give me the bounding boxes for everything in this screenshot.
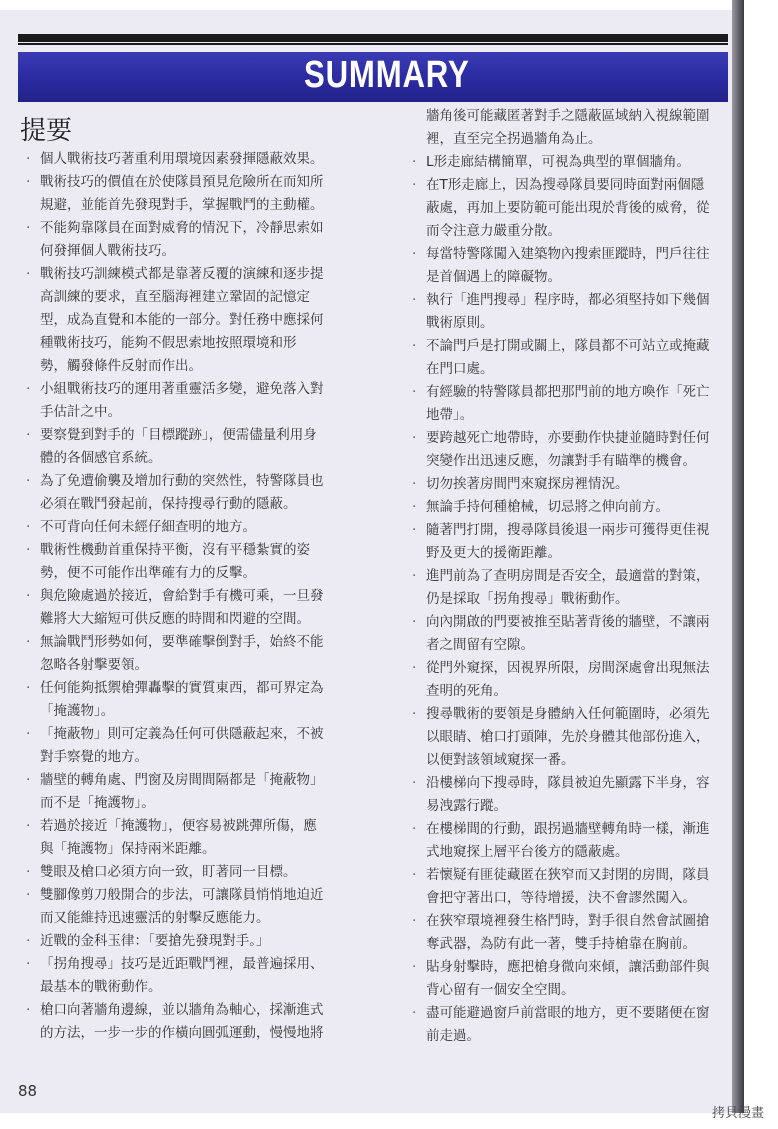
bullet-item: · 在T形走廊上，因為搜尋隊員要同時面對兩個隱 蔽處，再加上要防範可能出現於背後的威脅，從 而令注意力嚴重分散。 — [412, 174, 734, 243]
bullet-item: · 戰術性機動首重保持平衡，沒有平穩紮實的姿 勢，便不可能作出準確有力的反擊。 — [26, 539, 371, 585]
bullet-item: · 牆壁的轉角處、門窗及房間間隔都是「掩蔽物」 而不是「掩護物」。 — [26, 769, 371, 815]
bullet-item: · 沿樓梯向下搜尋時，隊員被迫先顯露下半身，容 易洩露行蹤。 — [412, 772, 734, 818]
bullet-item: · 進門前為了查明房間是否安全，最適當的對策， 仍是採取「拐角搜尋」戰術動作。 — [412, 565, 734, 611]
bullet-item: · 近戰的金科玉律：「要搶先發現對手。」 — [26, 930, 371, 953]
bullet-item: · 不論門戶是打開或關上，隊員都不可站立或掩藏 在門口處。 — [412, 335, 734, 381]
top-rule-thin — [18, 43, 728, 45]
bullet-item: 牆角後可能藏匿著對手之隱蔽區域納入視線範圍 裡，直至完全拐過牆角為止。 — [426, 108, 710, 147]
bullet-item: · 雙眼及槍口必須方向一致，盯著同一目標。 — [26, 861, 371, 884]
bullet-item: · 要跨越死亡地帶時，亦要動作快捷並隨時對任何 突變作出迅速反應，勿讓對手有瞄準的機會。 — [412, 427, 734, 473]
bullet-item: · 搜尋戰術的要領是身體納入任何範圍時，必須先 以眼睛、槍口打頭陣，先於身體其他部份進入， 以便對該領域窺探一番。 — [412, 703, 734, 772]
bullet-item: · 無論手持何種槍械，切忌將之伸向前方。 — [412, 496, 734, 519]
bullet-item: · 戰術技巧訓練模式都是靠著反覆的演練和逐步提 高訓練的要求，直至腦海裡建立鞏固的記憶定 型，成為直覺和本能的一部分。對任務中應採何 種戰術技巧，能夠不假思索地按照環境和形 勢，觸發條件反射而作出。 — [26, 263, 371, 378]
bullet-item: · 若懷疑有匪徒藏匿在狹窄而又封閉的房間，隊員 會把守著出口，等待增援，決不會謬然闖入。 — [412, 864, 734, 910]
bullet-item: · 任何能夠抵禦槍彈轟擊的實質東西，都可界定為 「掩護物」。 — [26, 677, 371, 723]
bullet-item: · 從門外窺探，因視界所限，房間深處會出現無法 查明的死角。 — [412, 657, 734, 703]
bullet-item: · 個人戰術技巧著重利用環境因素發揮隱蔽效果。 — [26, 148, 371, 171]
bullet-item: · 「掩蔽物」則可定義為任何可供隱蔽起來，不被 對手察覺的地方。 — [26, 723, 371, 769]
page-number: 88 — [18, 1082, 38, 1100]
bullet-item: · 若過於接近「掩護物」，便容易被跳彈所傷，應 與「掩護物」保持兩米距離。 — [26, 815, 371, 861]
bullet-item: · 在狹窄環境裡發生格鬥時，對手很自然會試圖搶 奪武器，為防有此一著，雙手持槍靠在胸前。 — [412, 910, 734, 956]
bullet-item: · 每當特警隊闖入建築物內搜索匪蹤時，門戶往往 是首個遇上的障礙物。 — [412, 243, 734, 289]
bullet-item: · 不能夠靠隊員在面對威脅的情況下，冷靜思索如 何發揮個人戰術技巧。 — [26, 217, 371, 263]
summary-banner — [18, 52, 728, 102]
bullet-item: · 要察覺到對手的「目標蹤跡」，便需儘量利用身 體的各個感官系統。 — [26, 424, 371, 470]
book-spine-shadow — [732, 0, 744, 1113]
bullet-item: · 隨著門打開，搜尋隊員後退一兩步可獲得更佳視 野及更大的援衛距離。 — [412, 519, 734, 565]
book-page — [0, 10, 740, 1113]
bullet-item: · L形走廊結構簡單，可視為典型的單個牆角。 — [412, 151, 734, 174]
bullet-item: · 有經驗的特警隊員都把那門前的地方喚作「死亡 地帶」。 — [412, 381, 734, 427]
bullet-item: · 雙腳像剪刀般開合的步法，可讓隊員悄悄地迫近 而又能維持迅速靈活的射擊反應能力。 — [26, 884, 371, 930]
top-rule-thick — [18, 34, 728, 42]
bullet-item: · 與危險處過於接近，會給對手有機可乘，一旦發 難將大大縮短可供反應的時間和閃避的空間。 — [26, 585, 371, 631]
bullet-item: · 不可背向任何未經仔細查明的地方。 — [26, 516, 371, 539]
bullet-item: · 在樓梯間的行動，跟拐過牆壁轉角時一樣，漸進 式地窺探上層平台後方的隱蔽處。 — [412, 818, 734, 864]
bullet-item: · 為了免遭偷襲及增加行動的突然性，特警隊員也 必須在戰鬥發起前，保持搜尋行動的隱蔽。 — [26, 470, 371, 516]
watermark-text: 拷貝漫畫 — [712, 1106, 765, 1121]
bullet-item: · 戰術技巧的價值在於使隊員預見危險所在而知所 規避，並能首先發現對手，掌握戰鬥的主動權。 — [26, 171, 371, 217]
bullet-item: · 向內開啟的門要被推至貼著背後的牆壁，不讓兩 者之間留有空隙。 — [412, 611, 734, 657]
bullet-item: · 無論戰鬥形勢如何，要準確擊倒對手，始終不能 忽略各射擊要領。 — [26, 631, 371, 677]
bullet-item: · 執行「進門搜尋」程序時，都必須堅持如下幾個 戰術原則。 — [412, 289, 734, 335]
section-heading: 提要 — [20, 116, 73, 146]
right-column — [412, 105, 734, 1048]
bullet-item: · 槍口向著牆角邊線，並以牆角為軸心，採漸進式 的方法，一步一步的作橫向圓弧運動，慢慢地將 — [26, 999, 371, 1045]
bullet-item: · 切勿挨著房間門來窺探房裡情況。 — [412, 473, 734, 496]
bullet-item: · 小組戰術技巧的運用著重靈活多變，避免落入對 手估計之中。 — [26, 378, 371, 424]
left-column — [26, 148, 371, 1045]
bullet-item: · 「拐角搜尋」技巧是近距戰鬥裡，最普遍採用、 最基本的戰術動作。 — [26, 953, 371, 999]
banner-title: SUMMARY — [304, 54, 470, 96]
bullet-item: · 盡可能避過窗戶前當眼的地方，更不要賭便在窗 前走過。 — [412, 1002, 734, 1048]
bullet-item: · 貼身射擊時，應把槍身微向來傾，讓活動部件與 背心留有一個安全空間。 — [412, 956, 734, 1002]
